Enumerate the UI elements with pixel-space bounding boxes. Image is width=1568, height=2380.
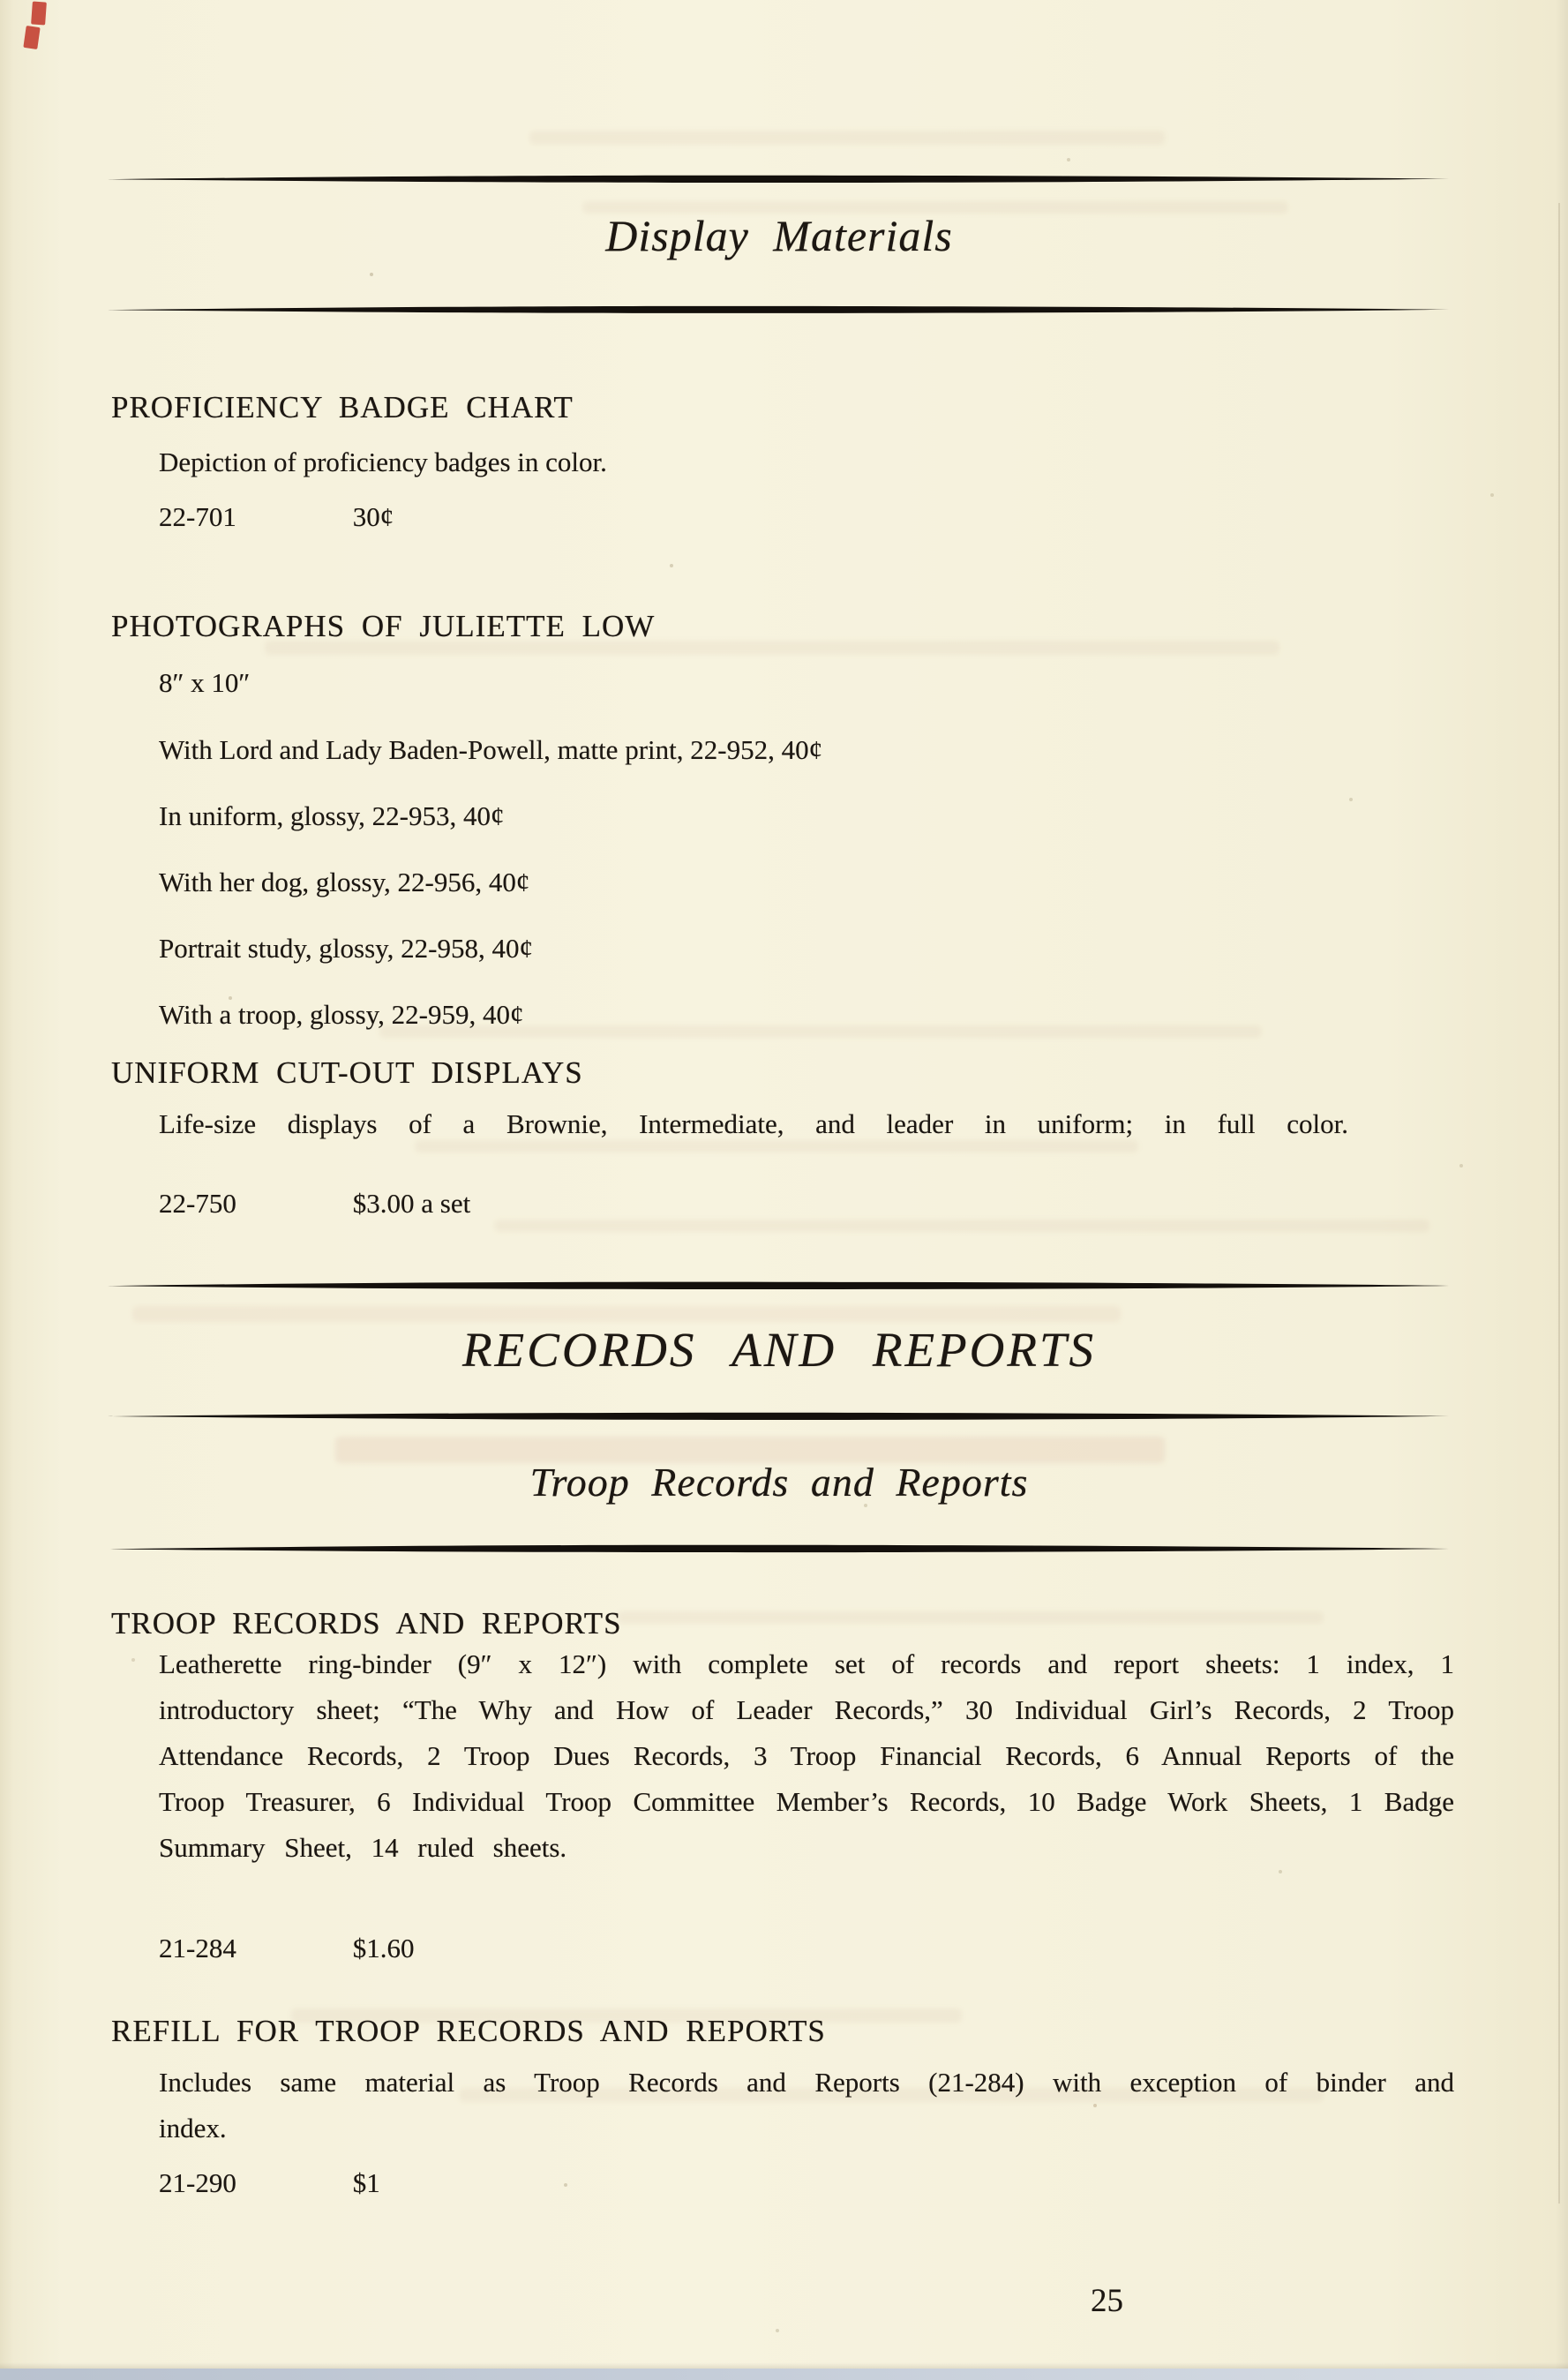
section-description: Depiction of proficiency badges in color. [159, 447, 607, 477]
catalog-price: $1.60 [352, 1933, 415, 1963]
section-description: Leatherette ring-binder (9″ x 12″) with complete set of records and report sheets: 1 index, 1 introductory sheet; “The Why and How of Leader Records,” 30 Individual Girl’s Records, 2 Troop Attendance Records, 2 Troop Dues Records, 3 Troop Financial Records, 6 Annual Reports of the Troop Treasurer, 6 Individual Troop Committee Member’s Records, 10 Badge Work Sheets, 1 Badge Summary Sheet, 14 ruled sheets. [159, 1648, 1454, 1863]
photo-list-item: With her dog, glossy, 22-956, 40¢ [159, 867, 530, 897]
section-heading-proficiency-badge-chart: PROFICIENCY BADGE CHART [111, 390, 574, 424]
red-ink-mark [23, 26, 40, 49]
tapered-divider-rule [108, 173, 1449, 185]
section-heading-refill-for-troop-records-and-reports: REFILL FOR TROOP RECORDS AND REPORTS [111, 2014, 826, 2048]
print-bleed-artifact [494, 1220, 1429, 1232]
catalog-entry [159, 1926, 415, 1971]
section-heading-uniform-cut-out-displays: UNIFORM CUT-OUT DISPLAYS [111, 1055, 583, 1090]
paper-speckles [0, 0, 2, 2]
tapered-divider-rule [108, 1543, 1449, 1555]
catalog-entry [159, 494, 394, 540]
section-description: Life-size displays of a Brownie, Intermediate, and leader in uniform; in full color. [159, 1108, 1349, 1139]
photo-item-list [159, 727, 1482, 1058]
tapered-divider-rule [108, 1410, 1449, 1423]
tapered-divider-rule [108, 304, 1449, 316]
subsection-title-troop-records-and-reports: Troop Records and Reports [529, 1460, 1029, 1505]
tapered-divider-rule [108, 1280, 1449, 1292]
red-ink-mark [31, 1, 47, 25]
catalog-number: 22-750 [159, 1188, 236, 1219]
page-bottom-shadow [0, 2362, 1568, 2369]
catalog-price: $1 [352, 2167, 380, 2198]
photo-list-item: With a troop, glossy, 22-959, 40¢ [159, 999, 524, 1030]
catalog-entry [159, 1181, 470, 1227]
page-bottom-edge [0, 2369, 1568, 2380]
print-bleed-artifact [618, 1611, 1324, 1624]
section-heading-troop-records-and-reports: TROOP RECORDS AND REPORTS [111, 1606, 622, 1640]
catalog-entry [159, 2160, 380, 2206]
photo-list-item: Portrait study, glossy, 22-958, 40¢ [159, 933, 533, 964]
section-description: Includes same material as Troop Records and Reports (21-284) with exception of binder and index. [159, 2067, 1454, 2144]
page-title-display-materials: Display Materials [605, 211, 953, 260]
catalog-number: 21-284 [159, 1933, 236, 1963]
catalog-price: 30¢ [352, 501, 394, 532]
photo-list-item: In uniform, glossy, 22-953, 40¢ [159, 800, 505, 831]
print-bleed-artifact [529, 131, 1165, 145]
catalog-number: 22-701 [159, 501, 236, 532]
catalog-price: $3.00 a set [352, 1188, 471, 1219]
chapter-title-records-and-reports: RECORDS AND REPORTS [461, 1323, 1097, 1377]
section-heading-photographs-of-juliette-low: PHOTOGRAPHS OF JULIETTE LOW [111, 609, 656, 643]
paper-edge-line [1558, 203, 1560, 2204]
photo-list-item: With Lord and Lady Baden-Powell, matte print, 22-952, 40¢ [159, 734, 823, 765]
catalog-number: 21-290 [159, 2167, 236, 2198]
photo-size: 8″ x 10″ [159, 667, 251, 698]
page-number: 25 [1091, 2283, 1123, 2319]
